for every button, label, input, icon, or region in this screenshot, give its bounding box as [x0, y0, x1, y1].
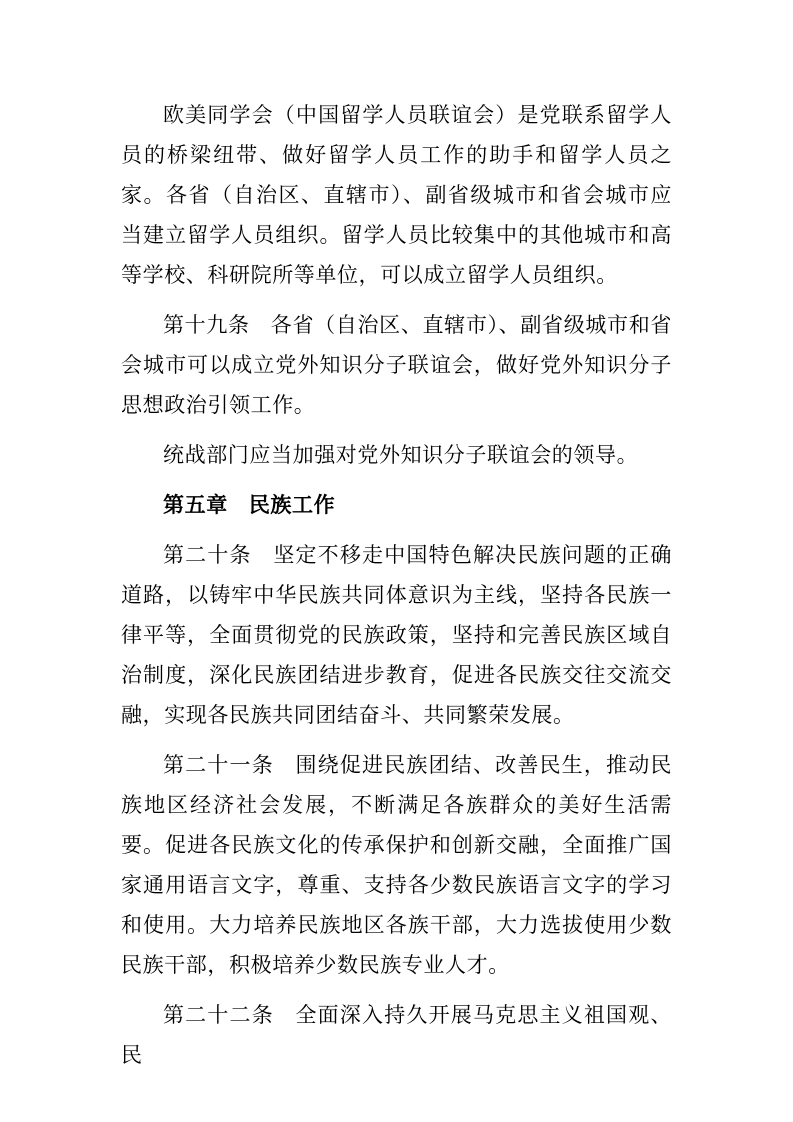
article-number: 第二十二条 — [163, 1003, 274, 1027]
chapter-number: 第五章 — [163, 493, 228, 517]
article-number: 第二十一条 — [163, 753, 274, 777]
chapter-heading — [121, 485, 672, 525]
chapter-title: 民族工作 — [248, 493, 336, 517]
paragraph-article-21 — [121, 745, 672, 985]
paragraph-article-22 — [121, 995, 672, 1075]
paragraph-text: 欧美同学会（中国留学人员联谊会）是党联系留学人员的桥梁纽带、做好留学人员工作的助手和留学人员之家。各省（自治区、直辖市）、副省级城市和省会城市应当建立留学人员组织。留学人员比较集中的其他城市和高等学校、科研院所等单位，可以成立留学人员组织。 — [121, 103, 672, 287]
document-body — [121, 95, 672, 1085]
article-number: 第二十条 — [163, 543, 252, 567]
paragraph-text: 全面深入持久开展马克思主义祖国观、民 — [121, 1003, 673, 1067]
paragraph-text: 各省（自治区、直辖市）、副省级城市和省会城市可以成立党外知识分子联谊会，做好党外知识分子思想政治引领工作。 — [121, 313, 672, 417]
paragraph-text: 统战部门应当加强对党外知识分子联谊会的领导。 — [163, 443, 639, 467]
article-number: 第十九条 — [163, 313, 250, 337]
paragraph-article-19 — [121, 305, 672, 425]
paragraph-text: 围绕促进民族团结、改善民生，推动民族地区经济社会发展，不断满足各族群众的美好生活需要。促进各民族文化的传承保护和创新交融，全面推广国家通用语言文字，尊重、支持各少数民族语言文字的学习和使用。大力培养民族地区各族干部，大力选拔使用少数民族干部，积极培养少数民族专业人才。 — [121, 753, 673, 977]
paragraph-overseas-students-association — [121, 95, 672, 295]
paragraph-article-20 — [121, 535, 672, 735]
paragraph-text: 坚定不移走中国特色解决民族问题的正确道路，以铸牢中华民族共同体意识为主线，坚持各民族一律平等，全面贯彻党的民族政策，坚持和完善民族区域自治制度，深化民族团结进步教育，促进各民族交往交流交融，实现各民族共同团结奋斗、共同繁荣发展。 — [121, 543, 672, 727]
paragraph-united-front-leadership — [121, 435, 672, 475]
